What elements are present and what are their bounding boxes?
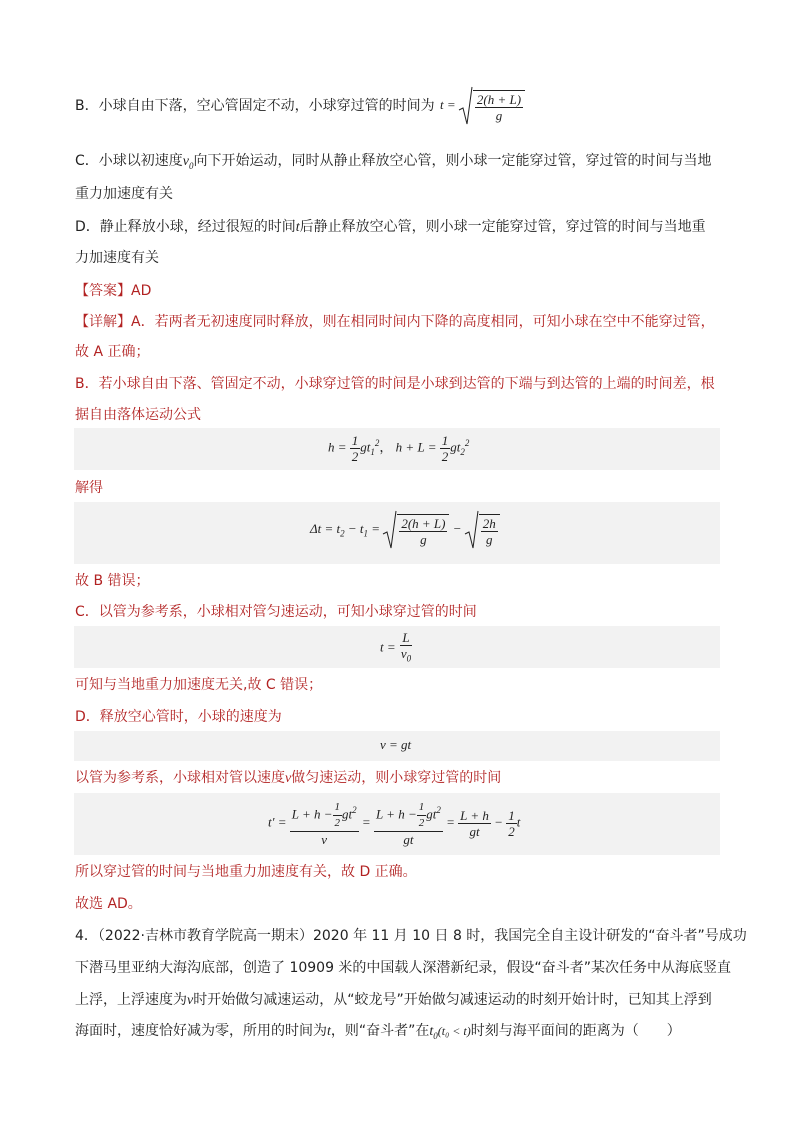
detail-line-10: 以管为参考系，小球相对管以速度v做匀速运动，则小球穿过管的时间 (75, 770, 502, 786)
sqrt-symbol: $\frac{2(h + L)}{g}$ (459, 86, 525, 126)
detail-line-3: B．若小球自由下落、管固定不动，小球穿过管的时间是小球到达管的下端与到达管的上端的时间差，根 (75, 376, 715, 392)
detail-line-6: 故 B 错误； (75, 573, 150, 589)
pass-time-equation: t′ = L + h − $\frac{1}{2}$ $gt^2$ v = L + h − $\frac{1}{2}$ $gt^2$ gt = $\frac{L + h}{gt}$ − $\frac{1}{2}$ t (268, 801, 521, 847)
question-4-line1: 4．（2022·吉林市教育学院高一期末）2020 年 11 月 10 日 8 时，我国完全自主设计研发的“奋斗者”号成功 (75, 928, 747, 944)
relative-time-equation: t = $\frac{L}{v_0}$ (380, 630, 412, 664)
option-b-formula: t = $\frac{2(h + L)}{g}$ (440, 86, 525, 126)
detail-line-9: D．释放空心管时，小球的速度为 (75, 709, 282, 725)
detail-line-12: 故选 AD。 (75, 896, 142, 912)
detail-line-5: 解得 (75, 480, 103, 496)
radical-sign (465, 510, 479, 550)
question-4-line4: 海面时，速度恰好减为零，所用的时间为t，则“奋斗者”在$t_0(t_0 < t)$时刻与海平面间的距离为（ ） (75, 1023, 681, 1041)
detail-line-7: C．以管为参考系，小球相对管匀速运动，可知小球穿过管的时间 (75, 604, 477, 620)
question-4-line2: 下潜马里亚纳大海沟底部，创造了 10909 米的中国载人深潜新纪录，假设“奋斗者”某次任务中从海底竖直 (75, 960, 731, 976)
question-4-line3: 上浮，上浮速度为v时开始做匀减速运动，从“蛟龙号”开始做匀减速运动的时刻开始计时，已知其上浮到 (75, 992, 712, 1008)
radical-sign (459, 86, 473, 126)
radical-sign (383, 510, 397, 550)
detail-line-1: 【详解】A．若两者无初速度同时释放，则在相同时间内下降的高度相同，可知小球在空中不能穿过管， (75, 314, 715, 330)
detail-line-4: 据自由落体运动公式 (75, 407, 201, 423)
detail-line-11: 所以穿过管的时间与当地重力加速度有关，故 D 正确。 (75, 864, 417, 880)
option-d-line1: D．静止释放小球，经过很短的时间t后静止释放空心管，则小球一定能穿过管，穿过管的时间与当地重 (75, 219, 706, 235)
velocity-equation: v = gt (380, 737, 412, 752)
delta-t-equation: $\Delta t = t_2 - t_1$ = $\frac{2(h + L)}{g}$ − $\frac{2h}{g}$ (310, 510, 500, 550)
detail-line-8: 可知与当地重力加速度无关,故 C 错误； (75, 677, 323, 693)
free-fall-equation: h = $\frac{1}{2}$ $gt_1^2$， h + L = $\frac{1}{2}$ $gt_2^2$ (328, 433, 470, 464)
answer-label: 【答案】AD (75, 283, 152, 299)
option-c-line1: C．小球以初速度$v_0$向下开始运动，同时从静止释放空心管，则小球一定能穿过管，穿过管的时间与当地 (75, 153, 712, 171)
option-c-line2: 重力加速度有关 (75, 186, 173, 202)
option-d-line2: 力加速度有关 (75, 250, 159, 266)
detail-line-2: 故 A 正确； (75, 344, 150, 360)
option-b (75, 96, 435, 116)
option-b-text: B．小球自由下落，空心管固定不动，小球穿过管的时间为 (75, 98, 435, 114)
